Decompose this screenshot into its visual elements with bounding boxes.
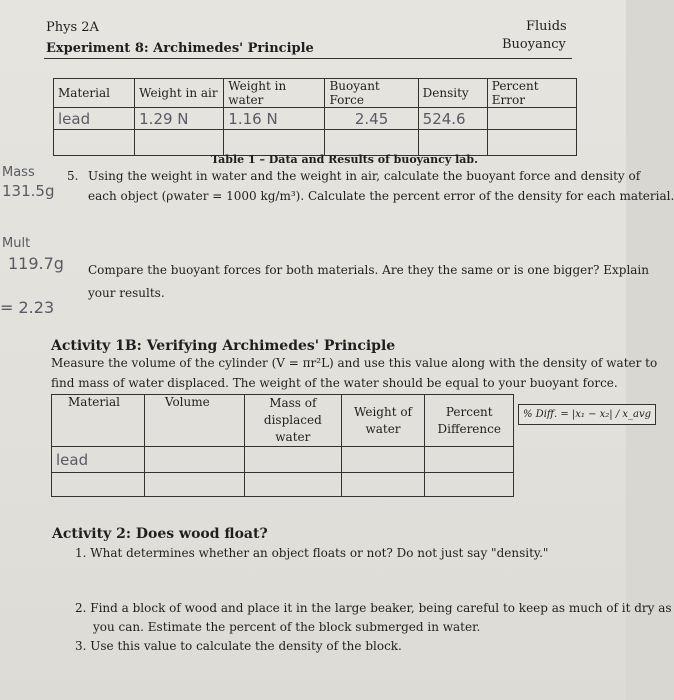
topic-fluids: Fluids (526, 19, 567, 34)
percent-diff-formula: % Diff. = |x₁ − x₂| / x_avg (518, 404, 656, 425)
col-pct-line2: Difference (437, 421, 501, 436)
note-mult-value: 119.7g (8, 254, 64, 273)
table-row (54, 130, 577, 156)
note-mult-label: Mult (2, 236, 31, 251)
empty-cell (135, 130, 224, 156)
empty-cell (487, 130, 576, 156)
results-table (53, 78, 577, 156)
empty-cell (425, 473, 514, 497)
table-row (52, 447, 514, 473)
empty-cell (341, 473, 425, 497)
table-row (52, 473, 514, 497)
activity1b-title: Activity 1B: Verifying Archimedes' Principle (51, 338, 396, 354)
col-weight-line1: Weight of (353, 404, 412, 419)
activity2-q2-line2: you can. Estimate the percent of the block submerged in water. (93, 620, 481, 634)
q5-line1: Using the weight in water and the weight in air, calculate the buoyant force and density of (88, 169, 641, 183)
activity2-q2-line1: 2. Find a block of wood and place it in the large beaker, being careful to keep as much of it dry as (75, 601, 672, 615)
col-pct-line1: Percent (445, 404, 493, 419)
q5-number: 5. (67, 169, 79, 183)
cell-percent-error (487, 108, 576, 130)
table-caption: Table 1 – Data and Results of buoyancy lab. (211, 153, 478, 166)
empty-cell (325, 130, 418, 156)
activity2-q1: 1. What determines whether an object floats or not? Do not just say "density." (75, 546, 549, 560)
activity1b-line2: find mass of water displaced. The weight of the water should be equal to your buoyant force. (51, 376, 618, 390)
empty-cell (52, 473, 145, 497)
empty-cell (224, 130, 325, 156)
col-density: Density (418, 79, 487, 108)
table-header-row (54, 79, 577, 108)
empty-cell (54, 130, 135, 156)
col-weight-air: Weight in air (135, 79, 224, 108)
note-equals: = 2.23 (0, 298, 55, 317)
col-percent-difference (425, 395, 514, 447)
cell-material: lead (52, 447, 145, 473)
col-buoyant-force: Buoyant Force (325, 79, 418, 108)
activity2-q3: 3. Use this value to calculate the density of the block. (75, 639, 402, 653)
col-weight-of-water (341, 395, 425, 447)
table-row (54, 108, 577, 130)
activity1b-line1: Measure the volume of the cylinder (V = πr²L) and use this value along with the density of water to (51, 356, 658, 370)
experiment-title: Experiment 8: Archimedes' Principle (46, 41, 314, 56)
col-volume: Volume (144, 395, 244, 447)
empty-cell (425, 447, 514, 473)
col-percent-error: Percent Error (487, 79, 576, 108)
archimedes-table (51, 394, 514, 497)
col-material: Material (52, 395, 145, 447)
compare-line1: Compare the buoyant forces for both materials. Are they the same or is one bigger? Explain (88, 263, 649, 277)
cell-buoyant: 2.45 (325, 108, 418, 130)
activity2-title: Activity 2: Does wood float? (52, 526, 268, 542)
cell-density: 524.6 (418, 108, 487, 130)
col-mass-line2: displaced water (263, 413, 322, 444)
empty-cell (418, 130, 487, 156)
header-rule (44, 58, 572, 59)
empty-cell (245, 473, 341, 497)
q5-line2: each object (ρwater = 1000 kg/m³). Calculate the percent error of the density for each material. (88, 189, 674, 203)
col-material: Material (54, 79, 135, 108)
table-header-row (52, 395, 514, 447)
empty-cell (144, 473, 244, 497)
col-weight-water: Weight in water (224, 79, 325, 108)
cell-weight-air: 1.29 N (135, 108, 224, 130)
cell-material: lead (54, 108, 135, 130)
course-name: Phys 2A (46, 20, 99, 35)
note-mass-label: Mass (2, 165, 35, 180)
empty-cell (144, 447, 244, 473)
empty-cell (341, 447, 425, 473)
note-mass-value: 131.5g (2, 182, 55, 200)
col-weight-line2: water (365, 421, 401, 436)
topic-buoyancy: Buoyancy (502, 37, 566, 52)
col-mass-line1: Mass of (269, 396, 317, 410)
compare-line2: your results. (88, 286, 165, 300)
empty-cell (245, 447, 341, 473)
cell-weight-water: 1.16 N (224, 108, 325, 130)
col-mass-displaced (245, 395, 341, 447)
